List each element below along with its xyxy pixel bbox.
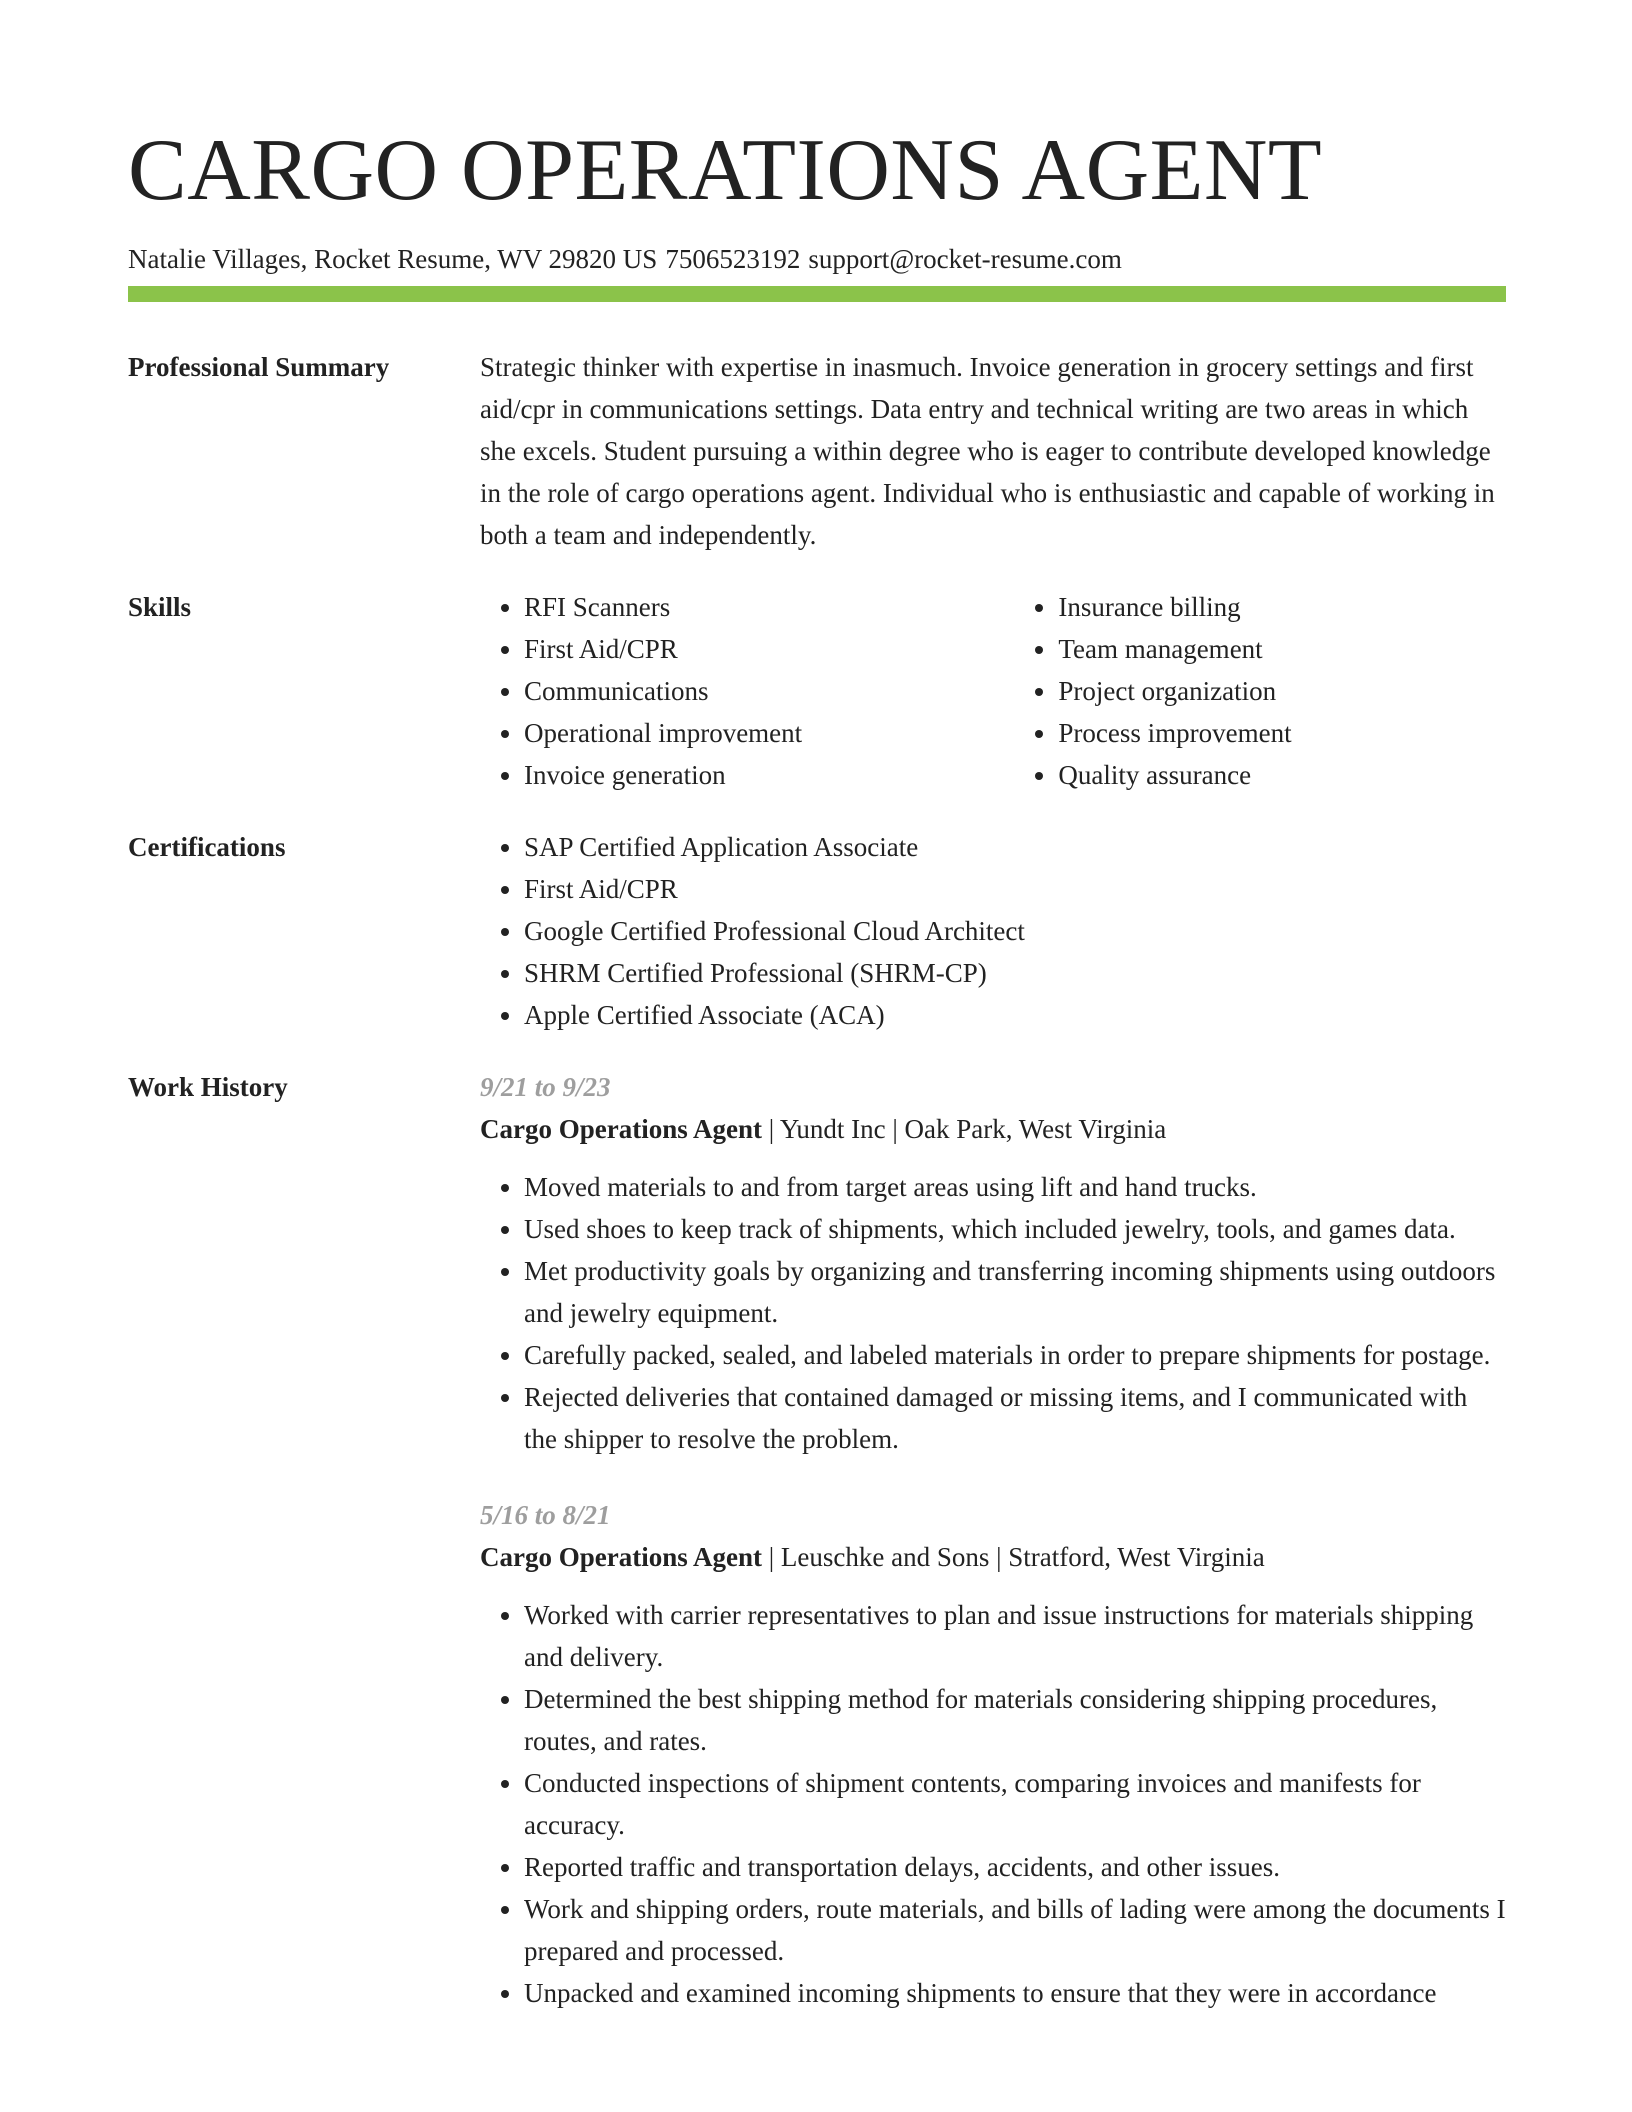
- skills-column-2: [1014, 586, 1506, 796]
- certifications-list: [480, 826, 1506, 1036]
- list-item: • Work and shipping orders, route materials, and bills of lading were among the documents I prepared and processed.: [524, 1888, 1506, 1972]
- list-item: • Used shoes to keep track of shipments, which included jewelry, tools, and games data.: [524, 1208, 1506, 1250]
- job-dates: 5/16 to 8/21: [480, 1500, 611, 1530]
- job-entry: [480, 1494, 1506, 2014]
- job-title-line: [480, 1108, 1506, 1150]
- accent-divider: [128, 286, 1506, 302]
- page-title: CARGO OPERATIONS AGENT: [128, 122, 1323, 219]
- job-company-location: | Yundt Inc | Oak Park, West Virginia: [761, 1114, 1167, 1144]
- job-bullets: [480, 1594, 1506, 2014]
- job-entry: [480, 1066, 1506, 1460]
- contact-email: support@rocket-resume.com: [808, 244, 1122, 274]
- skills-heading: Skills: [128, 592, 192, 622]
- list-item: • Operational improvement: [524, 712, 1014, 754]
- work-history-heading: Work History: [128, 1072, 288, 1102]
- list-item: • Quality assurance: [1058, 754, 1506, 796]
- list-item: • Conducted inspections of shipment contents, comparing invoices and manifests for accuracy.: [524, 1762, 1506, 1846]
- list-item: • Reported traffic and transportation delays, accidents, and other issues.: [524, 1846, 1506, 1888]
- certifications-items: [480, 826, 1506, 1036]
- skills-list: [480, 586, 1506, 796]
- skills-column-1: [480, 586, 1014, 796]
- resume-header: [128, 118, 1506, 276]
- job-dates: 9/21 to 9/23: [480, 1072, 611, 1102]
- list-item: • Process improvement: [1058, 712, 1506, 754]
- list-item: • Rejected deliveries that contained damaged or missing items, and I communicated with the shipper to resolve the problem.: [524, 1376, 1506, 1460]
- list-item: • Google Certified Professional Cloud Architect: [524, 910, 1506, 952]
- list-item: • Unpacked and examined incoming shipments to ensure that they were in accordance: [524, 1972, 1506, 2014]
- list-item: • Carefully packed, sealed, and labeled materials in order to prepare shipments for postage.: [524, 1334, 1506, 1376]
- list-item: • Met productivity goals by organizing and transferring incoming shipments using outdoors and jewelry equipment.: [524, 1250, 1506, 1334]
- work-history-body: [480, 1066, 1506, 2048]
- job-bullets: [480, 1166, 1506, 1460]
- list-item: • Team management: [1058, 628, 1506, 670]
- list-item: • Communications: [524, 670, 1014, 712]
- list-item: • SHRM Certified Professional (SHRM-CP): [524, 952, 1506, 994]
- job-company-location: | Leuschke and Sons | Stratford, West Virginia: [761, 1542, 1265, 1572]
- contact-address: Natalie Villages, Rocket Resume, WV 29820 US: [128, 244, 658, 274]
- list-item: • Worked with carrier representatives to plan and issue instructions for materials shipping and delivery.: [524, 1594, 1506, 1678]
- list-item: • First Aid/CPR: [524, 628, 1014, 670]
- list-item: • RFI Scanners: [524, 586, 1014, 628]
- list-item: • Insurance billing: [1058, 586, 1506, 628]
- contact-line: [128, 242, 1506, 276]
- list-item: • Apple Certified Associate (ACA): [524, 994, 1506, 1036]
- list-item: • Determined the best shipping method for materials considering shipping procedures, routes, and rates.: [524, 1678, 1506, 1762]
- job-title-line: [480, 1536, 1506, 1578]
- list-item: • Project organization: [1058, 670, 1506, 712]
- list-item: • First Aid/CPR: [524, 868, 1506, 910]
- contact-phone: 7506523192: [665, 244, 801, 274]
- list-item: • Moved materials to and from target areas using lift and hand trucks.: [524, 1166, 1506, 1208]
- list-item: • Invoice generation: [524, 754, 1014, 796]
- certifications-heading: Certifications: [128, 832, 286, 862]
- summary-body: [480, 346, 1506, 556]
- job-role: Cargo Operations Agent: [480, 1114, 762, 1144]
- list-item: • SAP Certified Application Associate: [524, 826, 1506, 868]
- job-role: Cargo Operations Agent: [480, 1542, 762, 1572]
- summary-text: Strategic thinker with expertise in inasmuch. Invoice generation in grocery settings and first aid/cpr in communications settings. Data entry and technical writing are two areas in which she excels. Student pursuing a within degree who is eager to contribute developed knowledge in the role of cargo operations agent. Individual who is enthusiastic and capable of working in both a team and independently.: [480, 352, 1495, 550]
- summary-heading: Professional Summary: [128, 352, 390, 382]
